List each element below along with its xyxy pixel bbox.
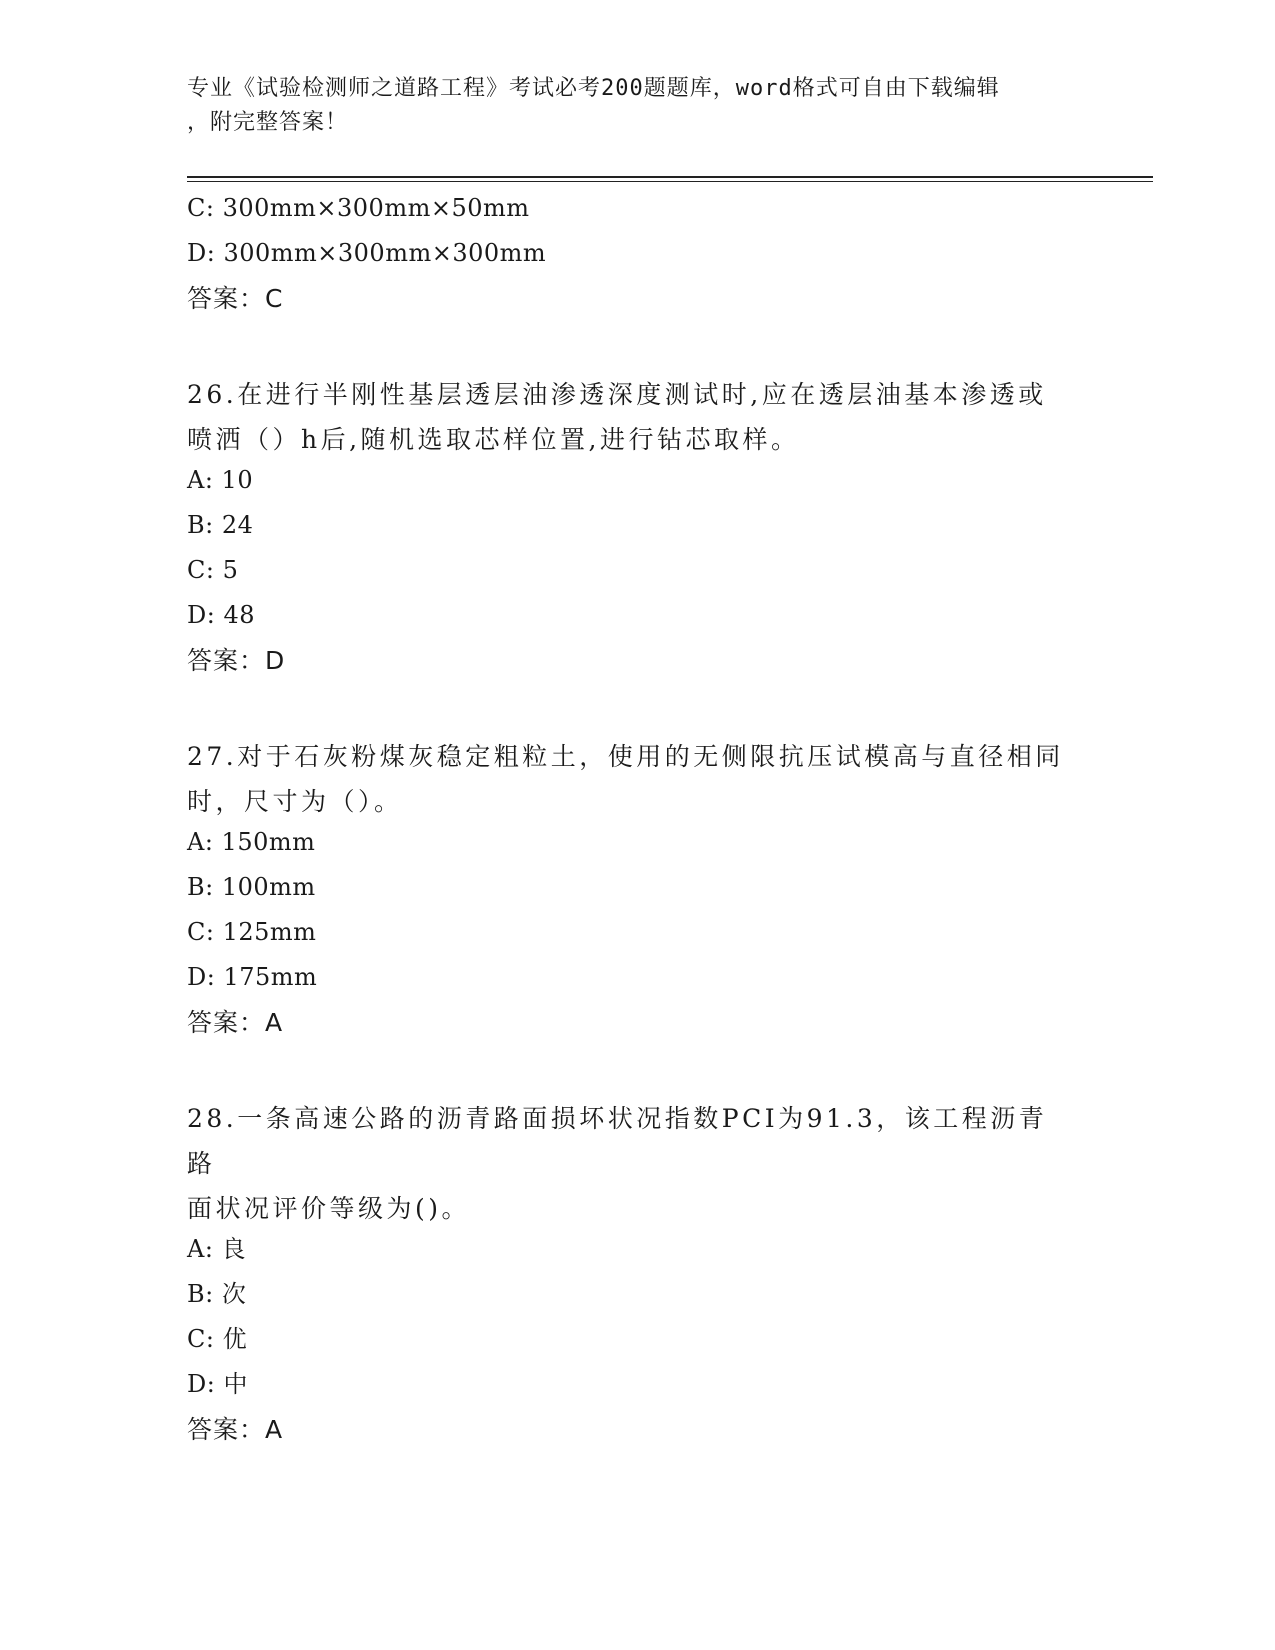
option-b: B: 次 [187, 1280, 247, 1308]
question-list [187, 190, 1087, 1456]
question-text-line-1: 27.对于石灰粉煤灰稳定粗粒土，使用的无侧限抗压试模高与直径相同 [187, 742, 1064, 771]
option-c: C: 300mm×300mm×50mm [187, 194, 530, 222]
option-c: C: 5 [187, 556, 239, 584]
answer-line: 答案：D [187, 646, 286, 675]
question-text-line-2: 喷洒（）h后,随机选取芯样位置,进行钻芯取样。 [187, 425, 800, 454]
header-line-1: 专业《试验检测师之道路工程》考试必考200题题库，word格式可自由下载编辑 [187, 76, 1000, 101]
option-d: D: 中 [187, 1370, 248, 1398]
option-c: C: 优 [187, 1325, 248, 1353]
document-header [187, 72, 1067, 140]
option-a: A: 10 [187, 466, 254, 494]
option-d: D: 300mm×300mm×300mm [187, 239, 547, 267]
option-b: B: 100mm [187, 873, 316, 901]
question-28 [187, 1096, 1087, 1456]
answer-line: 答案：A [187, 1008, 284, 1037]
option-d: D: 175mm [187, 963, 318, 991]
previous-question-tail [187, 190, 1087, 325]
header-rule-thick [187, 176, 1153, 178]
question-text [187, 1096, 1067, 1231]
header-line-2: ，附完整答案！ [187, 110, 349, 135]
option-b: B: 24 [187, 511, 254, 539]
option-c: C: 125mm [187, 918, 317, 946]
question-text [187, 734, 1067, 824]
option-a: A: 良 [187, 1235, 247, 1263]
option-a: A: 150mm [187, 828, 316, 856]
answer-line: 答案：A [187, 1415, 284, 1444]
option-d: D: 48 [187, 601, 255, 629]
question-26 [187, 372, 1087, 687]
question-27 [187, 734, 1087, 1049]
question-text-line-2: 面状况评价等级为()。 [187, 1194, 471, 1223]
question-text-line-1: 28.一条高速公路的沥青路面损坏状况指数PCI为91.3，该工程沥青路 [187, 1104, 1048, 1178]
answer-line: 答案：C [187, 284, 284, 313]
header-rule-thin [187, 181, 1153, 182]
question-text [187, 372, 1067, 462]
question-text-line-2: 时，尺寸为（）。 [187, 787, 403, 816]
question-text-line-1: 26.在进行半刚性基层透层油渗透深度测试时,应在透层油基本渗透或 [187, 380, 1047, 409]
